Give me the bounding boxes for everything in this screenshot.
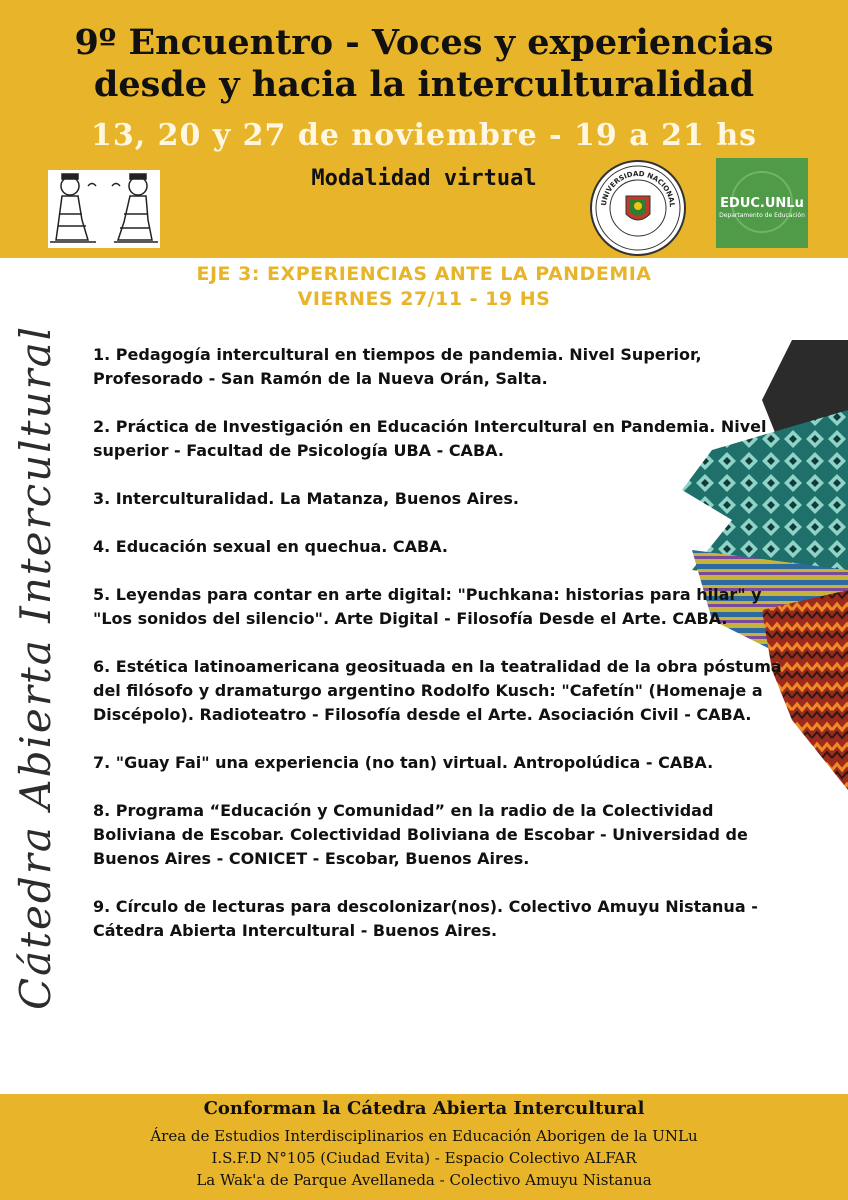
list-item: 5. Leyendas para contar en arte digital: "Puchkana: historias para hilar" y "Los sonidos del silencio". Arte Digital - Filosofía Desde el Arte. CABA. [93,585,762,628]
event-dates: 13, 20 y 27 de noviembre - 19 a 21 hs [90,118,758,153]
side-title-vertical: Cátedra Abierta Intercultural [11,324,60,1010]
list-item: 2. Práctica de Investigación en Educación Intercultural en Pandemia. Nivel superior - Facultad de Psicología UBA - CABA. [93,417,767,460]
experience-list [93,343,783,967]
footer-title: Conforman la Cátedra Abierta Intercultural [203,1098,645,1119]
footer-line-3: La Wak'a de Parque Avellaneda - Colectivo Amuyu Nistanua [196,1171,652,1189]
event-title [0,22,848,106]
footer-line-2: I.S.F.D N°105 (Ciudad Evita) - Espacio Colectivo ALFAR [211,1149,637,1167]
axis-line-1: EJE 3: EXPERIENCIAS ANTE LA PANDEMIA [196,263,652,285]
list-item: 7. "Guay Fai" una experiencia (no tan) virtual. Antropolúdica - CABA. [93,753,714,772]
list-item: 9. Círculo de lecturas para descolonizar(nos). Colectivo Amuyu Nistanua - Cátedra Abierta Intercultural - Buenos Aires. [93,897,758,940]
svg-text:UNIVERSIDAD NACIONAL DE LUJAN: UNIVERSIDAD NACIONAL [600,169,677,208]
educ-unlu-name: EDUC.UNLu [720,196,804,211]
axis-heading [0,262,848,312]
list-item: 1. Pedagogía intercultural en tiempos de pandemia. Nivel Superior, Profesorado - San Ramón de la Nueva Orán, Salta. [93,345,702,388]
educ-unlu-department: Departamento de Educación [719,212,805,219]
title-line-1: 9º Encuentro - Voces y experiencias [74,22,774,63]
title-line-2: desde y hacia la interculturalidad [93,64,755,105]
event-modality: Modalidad virtual [311,166,537,191]
axis-line-2: VIERNES 27/11 - 19 HS [297,288,551,310]
footer-line-1: Área de Estudios Interdisciplinarios en Educación Aborigen de la UNLu [150,1127,698,1145]
list-item: 8. Programa “Educación y Comunidad” en la radio de la Colectividad Boliviana de Escobar. Colectividad Boliviana de Escobar - Universidad de Buenos Aires - CONICET - Escobar, Buenos Aires. [93,801,748,868]
list-item: 3. Interculturalidad. La Matanza, Buenos Aires. [93,489,519,508]
university-seal-logo [590,160,686,256]
educ-unlu-logo [716,158,808,248]
list-item: 6. Estética latinoamericana geosituada en la teatralidad de la obra póstuma del filósofo y dramaturgo argentino Rodolfo Kusch: "Cafetín" (Homenaje a Discépolo). Radioteatro - Filosofía desde el Arte. Asociación Civil - CABA. [93,657,782,724]
list-item: 4. Educación sexual en quechua. CABA. [93,537,448,556]
figures-drawing-illustration [48,170,160,248]
